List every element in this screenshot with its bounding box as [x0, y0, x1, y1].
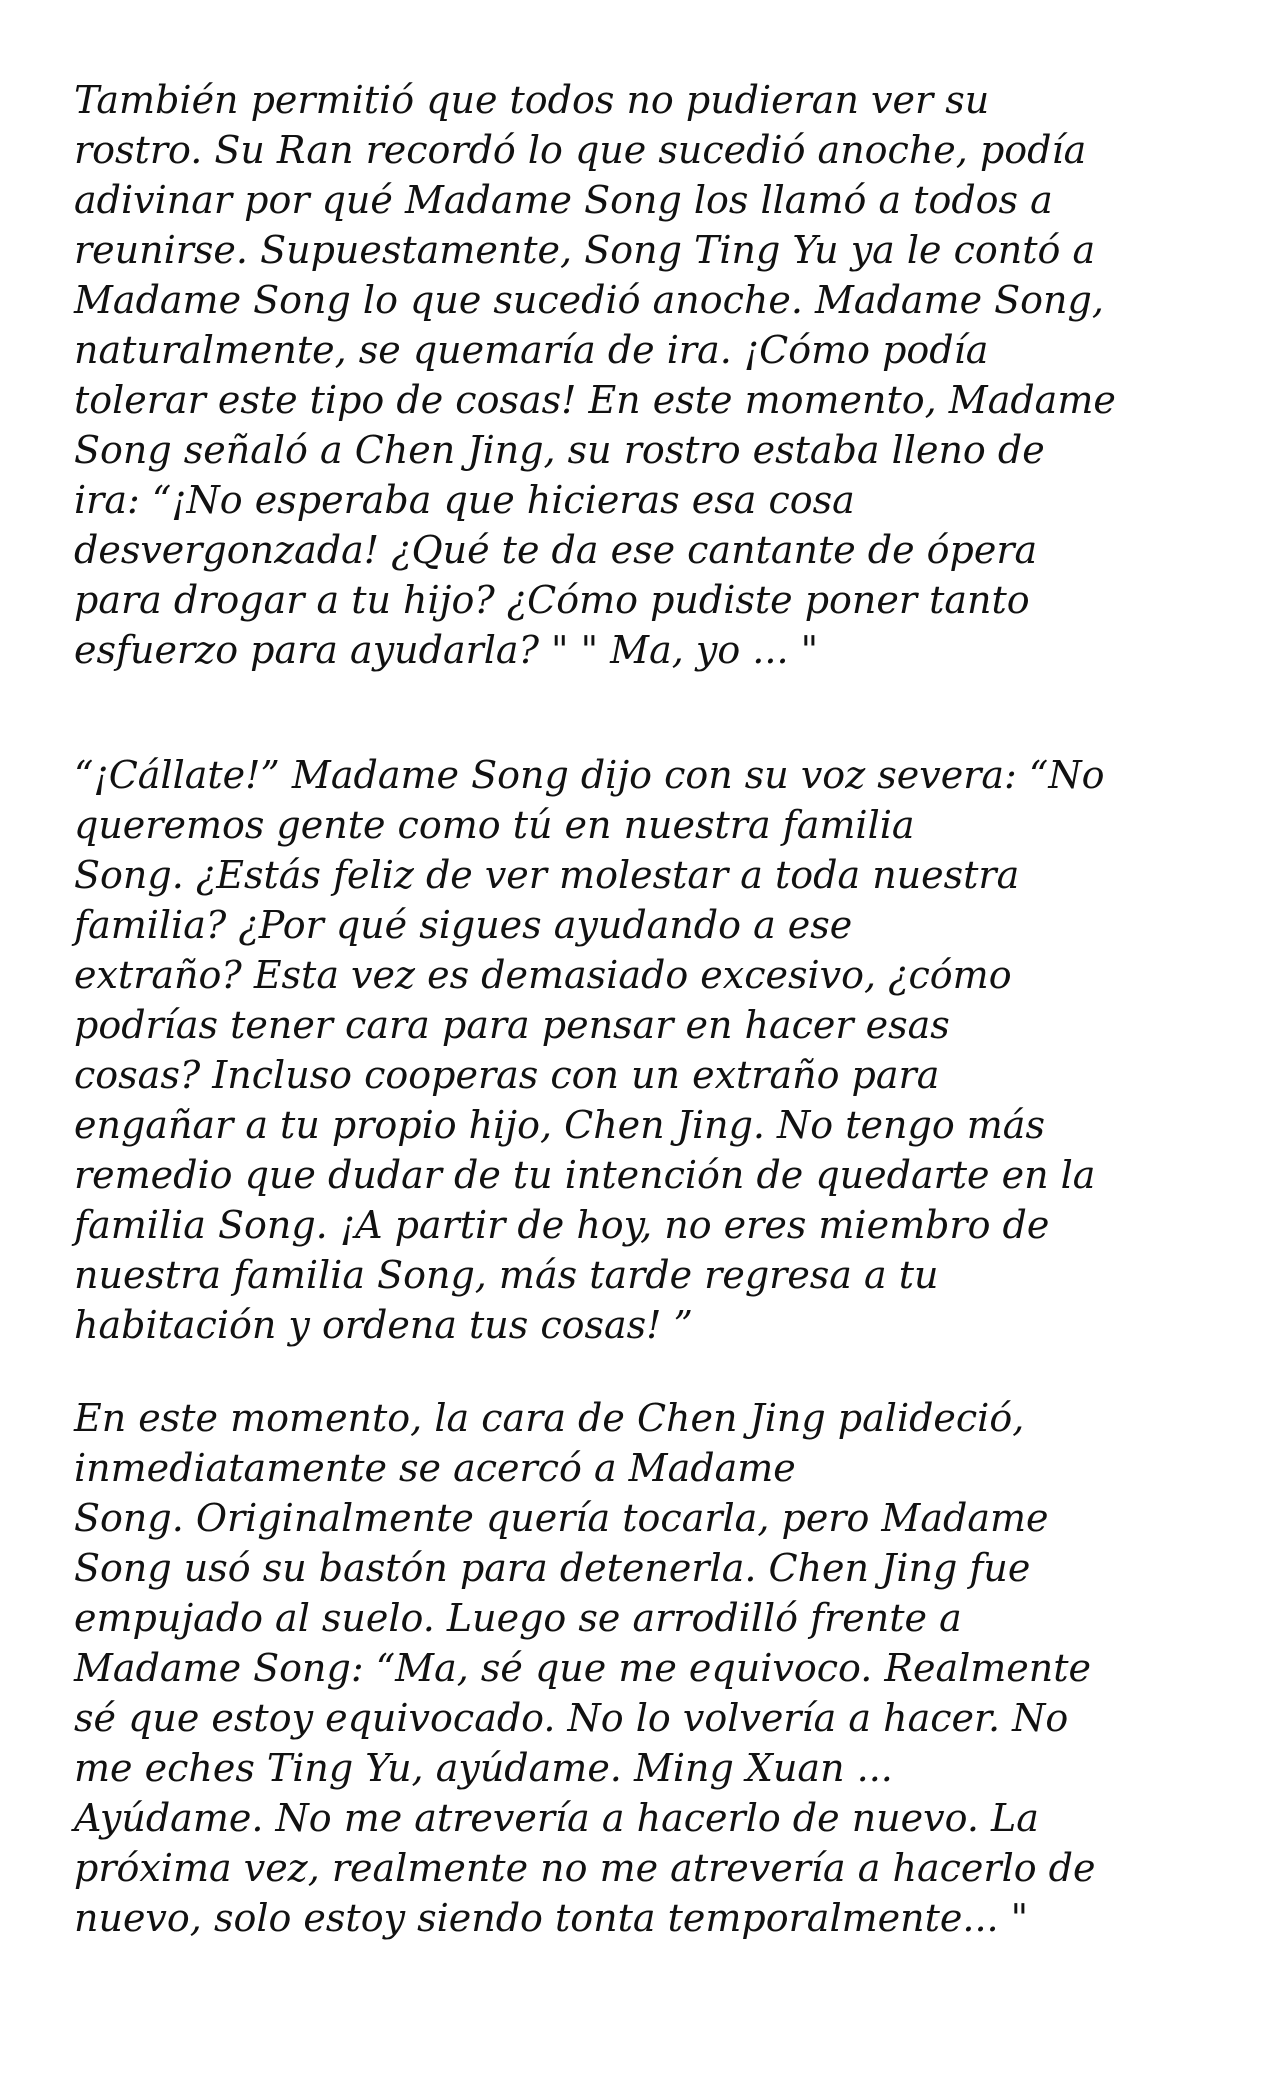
- paragraph-3: En este momento, la cara de Chen Jing palideció, inmediatamente se acercó a Madame Song. Originalmente quería tocarla, pero Madame Song usó su bastón para detenerla. Chen Jing fue empujado al suelo. Luego se arrodilló frente a Madame Song: “Ma, sé que me equivoco. Realmente sé que estoy equivocado. No lo volvería a hacer. No me eches Ting Yu, ayúdame. Ming Xuan ... Ayúdame. No me atrevería a hacerlo de nuevo. La próxima vez, realmente no me atrevería a hacerlo de nuevo, solo estoy siendo tonta temporalmente... ": [74, 1396, 1096, 1940]
- paragraph-2: “¡Cállate!” Madame Song dijo con su voz severa: “No queremos gente como tú en nuestra familia Song. ¿Estás feliz de ver molestar a toda nuestra familia? ¿Por qué sigues ayudando a ese extraño? Esta vez es demasiado excesivo, ¿cómo podrías tener cara para pensar en hacer esas cosas? Incluso cooperas con un extraño para engañar a tu propio hijo, Chen Jing. No tengo más remedio que dudar de tu intención de quedarte en la familia Song. ¡A partir de hoy, no eres miembro de nuestra familia Song, más tarde regresa a tu habitación y ordena tus cosas! ”: [74, 753, 1105, 1347]
- paragraph-1: También permitió que todos no pudieran ver su rostro. Su Ran recordó lo que sucedió anoche, podía adivinar por qué Madame Song los llamó a todos a reunirse. Supuestamente, Song Ting Yu ya le contó a Madame Song lo que sucedió anoche. Madame Song, naturalmente, se quemaría de ira. ¡Cómo podía tolerar este tipo de cosas! En este momento, Madame Song señaló a Chen Jing, su rostro estaba lleno de ira: “¡No esperaba que hicieras esa cosa desvergonzada! ¿Qué te da ese cantante de ópera para drogar a tu hijo? ¿Cómo pudiste poner tanto esfuerzo para ayudarla? " " Ma, yo ... ": [74, 78, 1116, 672]
